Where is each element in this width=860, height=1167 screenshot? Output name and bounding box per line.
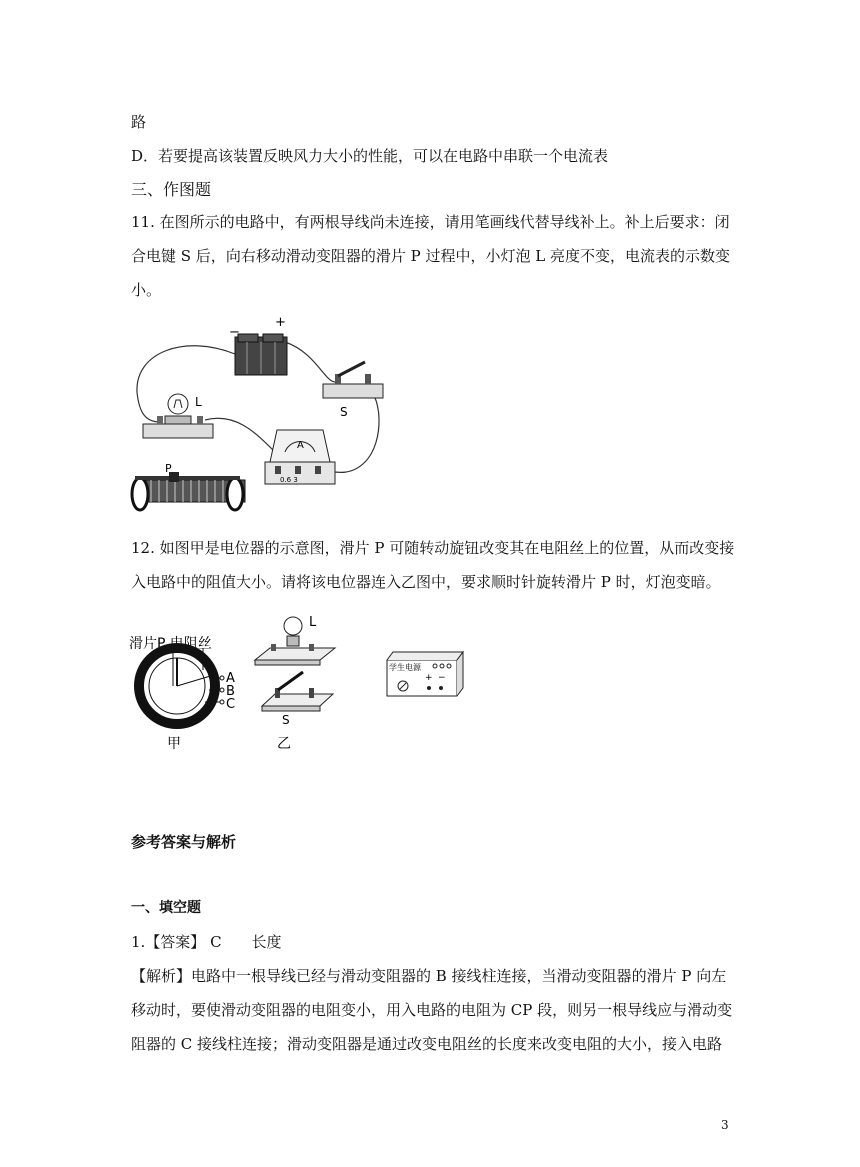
- terminal-b: B: [226, 684, 235, 699]
- section-heading: 一、填空题: [131, 900, 201, 916]
- switch-icon: [323, 362, 383, 398]
- battery-plus-label: +: [275, 315, 286, 330]
- lamp-label: L: [195, 395, 202, 409]
- power-supply-label: 学生电源: [389, 663, 421, 672]
- svg-text:−: −: [438, 673, 446, 683]
- answers-title: 参考答案与解析: [131, 833, 237, 851]
- question-11-line: 合电键 S 后，向右移动滑动变阻器的滑片 P 过程中，小灯泡 L 亮度不变，电流表的示数变: [131, 247, 730, 265]
- page-number: 3: [721, 1118, 729, 1132]
- lamp-icon: [255, 617, 335, 665]
- svg-text:+: +: [425, 673, 433, 683]
- option-d: D．若要提高该装置反映风力大小的性能，可以在电路中串联一个电流表: [131, 147, 609, 165]
- ammeter-scale: 0.6 3: [280, 476, 298, 484]
- power-supply-icon: [387, 652, 463, 696]
- battery-icon: [235, 334, 287, 375]
- ammeter-label: A: [297, 440, 304, 451]
- question-12-line: 12. 如图甲是电位器的示意图，滑片 P 可随转动旋钮改变其在电阻丝上的位置，从而改变接: [131, 539, 735, 557]
- potentiometer-icon: [139, 648, 224, 724]
- lamp-label: L: [309, 615, 317, 630]
- terminal-c: C: [226, 697, 236, 712]
- section-heading: 三、作图题: [131, 180, 212, 199]
- question-12-line: 入电路中的阻值大小。请将该电位器连入乙图中，要求顺时针旋转滑片 P 时，灯泡变暗。: [131, 573, 721, 591]
- terminal-a: A: [226, 671, 235, 686]
- slider-label: P: [165, 462, 172, 475]
- answer-1-explanation: 移动时，要使滑动变阻器的电阻变小，用入电路的电阻为 CP 段，则另一根导线应与滑动变: [131, 1001, 733, 1019]
- potentiometer-caption: 滑片P 电阻丝: [129, 636, 212, 652]
- switch-label: S: [282, 713, 290, 727]
- rheostat-icon: [132, 472, 245, 510]
- battery-minus-label: −: [229, 325, 240, 340]
- potentiometer-figure: [125, 608, 470, 753]
- answer-1-explanation: 阻器的 C 接线柱连接；滑动变阻器是通过改变电阻丝的长度来改变电阻的大小，接入电路: [131, 1035, 723, 1053]
- switch-label: S: [340, 405, 348, 419]
- question-11-line: 11. 在图所示的电路中，有两根导线尚未连接，请用笔画线代替导线补上。补上后要求：闭: [131, 213, 730, 231]
- text-line: 路: [131, 113, 147, 131]
- circuit-figure: [125, 312, 395, 524]
- figure-jia-label: 甲: [167, 736, 181, 752]
- question-11-line: 小。: [131, 281, 162, 299]
- answer-1: 1.【答案】 C 长度: [131, 933, 282, 951]
- lamp-icon: [143, 394, 213, 438]
- switch-icon: [262, 672, 333, 711]
- ammeter-icon: [265, 430, 335, 484]
- figure-yi-label: 乙: [277, 736, 291, 752]
- answer-1-explanation: 【解析】电路中一根导线已经与滑动变阻器的 B 接线柱连接，当滑动变阻器的滑片 P 向左: [131, 967, 727, 985]
